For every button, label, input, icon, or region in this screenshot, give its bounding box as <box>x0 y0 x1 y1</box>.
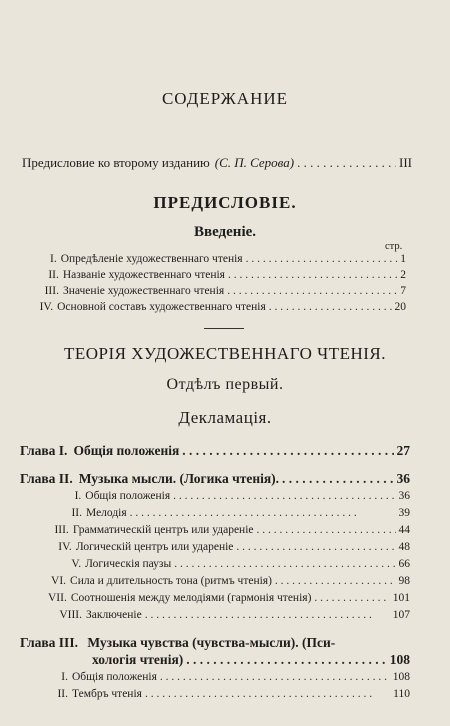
item-number: VI. <box>51 575 67 587</box>
dot-leader <box>228 269 397 281</box>
chapter-title-continued: хологія чтенія) <box>92 652 184 667</box>
toc-row <box>38 301 406 313</box>
toc-row <box>48 507 410 519</box>
page-number: 108 <box>392 671 410 683</box>
dot-leader <box>246 253 398 265</box>
page-number: 101 <box>392 592 410 604</box>
toc-row <box>48 609 410 621</box>
dot-leader <box>314 592 389 604</box>
chapter-label: Глава III. <box>20 635 78 650</box>
toc-row <box>38 285 406 297</box>
toc-row <box>48 541 410 553</box>
dot-leader <box>282 471 393 487</box>
item-text: Названіе художественнаго чтенія <box>62 269 225 281</box>
toc-row <box>48 575 410 587</box>
item-number: I. <box>49 253 57 265</box>
page-number: 20 <box>394 301 406 313</box>
page-number: 108 <box>389 652 410 667</box>
item-text: Опредѣленіе художественнаго чтенія <box>60 253 243 265</box>
dot-leader <box>174 558 395 570</box>
item-text: Общія положенія <box>72 671 157 683</box>
page-number: 36 <box>398 490 410 502</box>
item-number: IV. <box>39 301 54 313</box>
dot-leader <box>130 507 396 519</box>
page-number: III <box>399 155 412 170</box>
toc-row <box>38 253 406 265</box>
page-number: 2 <box>400 269 406 281</box>
dot-leader <box>269 301 392 313</box>
item-number: I. <box>61 671 68 683</box>
toc-row <box>48 490 410 502</box>
chapter-heading-line <box>20 635 335 651</box>
divider <box>204 328 244 329</box>
item-text: Грамматическій центръ или удареніе <box>72 524 254 536</box>
toc-row-foreword <box>22 155 412 171</box>
chapter-title: Общія положенія <box>73 443 180 458</box>
item-text: Логическій центръ или удареніе <box>75 541 234 553</box>
chapter-title: Музыка мысли. (Логика чтенія). <box>78 471 280 486</box>
part-heading: Отдѣлъ первый. <box>166 376 284 393</box>
intro-heading: Введеніе. <box>193 224 257 240</box>
page-number: 48 <box>398 541 410 553</box>
chapter-label: Глава I. <box>20 443 68 458</box>
declamation-heading: Декламація. <box>178 408 272 427</box>
preface-heading: ПРЕДИСЛОВІЕ. <box>153 193 297 212</box>
page-number: 7 <box>400 285 406 297</box>
item-text: Основной составъ художественнаго чтенія <box>57 301 266 313</box>
dot-leader <box>236 541 395 553</box>
item-text: Сила и длительность тона (ритмъ чтенія) <box>70 575 272 587</box>
dot-leader <box>160 671 390 683</box>
toc-row-chapter <box>92 652 410 668</box>
item-number: VII. <box>48 592 67 604</box>
foreword-author: (С. П. Серова) <box>214 155 295 170</box>
page-number: 107 <box>392 609 410 621</box>
dot-leader <box>145 609 390 621</box>
item-text: Соотношенія между мелодіями (гармонія чтенія) <box>70 592 312 604</box>
dot-leader <box>173 490 395 502</box>
page-number: 36 <box>396 471 410 486</box>
toc-row <box>48 558 410 570</box>
theory-heading: ТЕОРІЯ ХУДОЖЕСТВЕННАГО ЧТЕНІЯ. <box>64 344 386 363</box>
page-number: 27 <box>396 443 410 458</box>
item-number: VIII. <box>59 609 82 621</box>
item-number: I. <box>74 490 82 502</box>
item-number: V. <box>71 558 82 570</box>
toc-row <box>48 688 410 700</box>
item-text: Заключеніе <box>86 609 142 621</box>
dot-leader <box>297 155 396 171</box>
dot-leader <box>186 652 386 668</box>
item-text: Мелодія <box>86 507 127 519</box>
item-number: II. <box>71 507 82 519</box>
item-number: III. <box>54 524 69 536</box>
dot-leader <box>227 285 397 297</box>
page-number: 66 <box>398 558 410 570</box>
page-number: 110 <box>393 688 410 700</box>
page-title: СОДЕРЖАНИЕ <box>161 89 289 108</box>
dot-leader <box>182 443 393 459</box>
page-column-label: стр. <box>385 241 403 252</box>
dot-leader <box>145 688 390 700</box>
page-number: 98 <box>398 575 410 587</box>
chapter-title: Музыка чувства (чувства-мысли). (Пси- <box>87 635 336 650</box>
page-number: 1 <box>400 253 406 265</box>
toc-row <box>48 671 410 683</box>
item-number: IV. <box>58 541 72 553</box>
toc-row <box>48 592 410 604</box>
toc-row <box>48 524 410 536</box>
page-number: 39 <box>398 507 410 519</box>
page-number: 44 <box>398 524 410 536</box>
item-text: Логическія паузы <box>85 558 172 570</box>
chapter-label: Глава II. <box>20 471 73 486</box>
toc-row-chapter <box>20 443 410 459</box>
item-number: II. <box>57 688 68 700</box>
dot-leader <box>275 575 396 587</box>
toc-row-chapter <box>20 471 410 487</box>
item-text: Тембръ чтенія <box>72 688 142 700</box>
item-number: II. <box>48 269 59 281</box>
toc-row <box>38 269 406 281</box>
item-text: Общія положенія <box>85 490 171 502</box>
item-text: Значеніе художественнаго чтенія <box>62 285 225 297</box>
foreword-text: Предисловие ко второму изданию <box>22 155 210 170</box>
dot-leader <box>257 524 396 536</box>
item-number: III. <box>44 285 59 297</box>
